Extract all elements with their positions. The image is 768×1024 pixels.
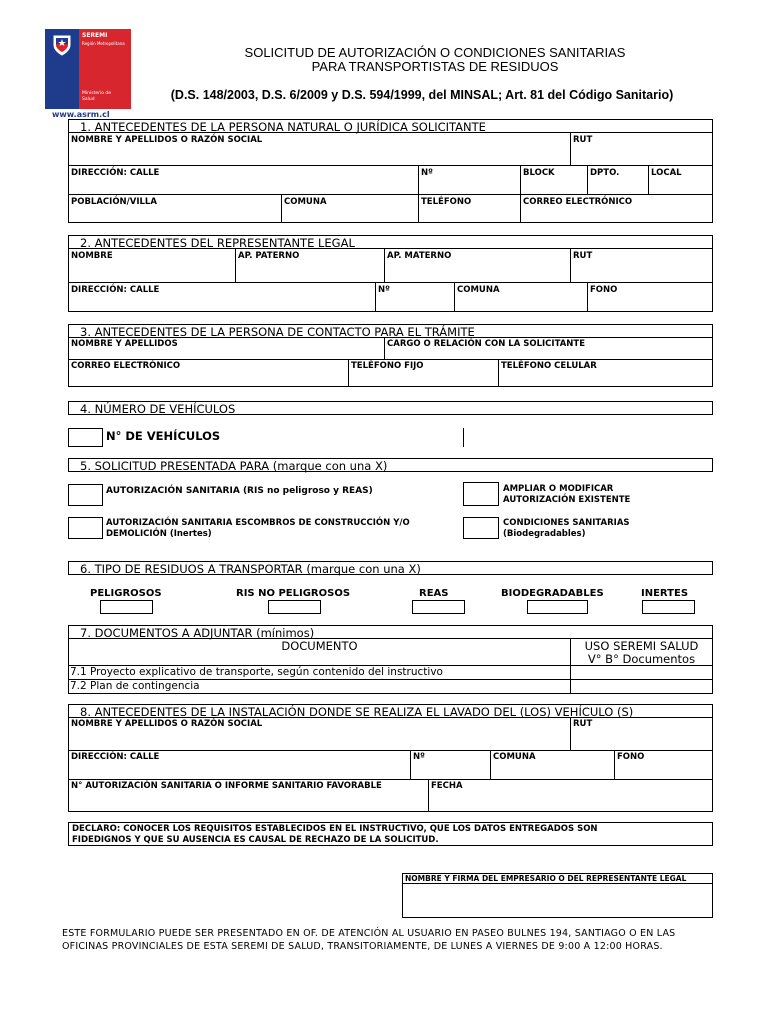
s1-nombre-label: NOMBRE Y APELLIDOS O RAZÓN SOCIAL bbox=[71, 135, 263, 145]
s2-direccion-label: DIRECCIÓN: CALLE bbox=[71, 285, 160, 295]
seremi-logo bbox=[45, 29, 131, 109]
s5-opt4-label-line1: CONDICIONES SANITARIAS bbox=[503, 518, 630, 528]
form-title-line2: PARA TRANSPORTISTAS DE RESIDUOS bbox=[311, 59, 559, 74]
declaration-line2: FIDEDIGNOS Y QUE SU AUSENCIA ES CAUSAL DE RECHAZO DE LA SOLICITUD. bbox=[72, 835, 439, 845]
s3-correo-label: CORREO ELECTRÓNICO bbox=[71, 361, 181, 371]
s2-paterno-label: AP. PATERNO bbox=[238, 251, 300, 261]
s2-fono-label: FONO bbox=[590, 285, 618, 295]
s1-local-field[interactable] bbox=[648, 165, 713, 195]
s2-fono-field[interactable] bbox=[587, 282, 713, 312]
s8-autorizacion-label: N° AUTORIZACIÓN SANITARIA O INFORME SANITARIO FAVORABLE bbox=[71, 781, 382, 791]
declaration-line1: DECLARO: CONOCER LOS REQUISITOS ESTABLECIDOS EN EL INSTRUCTIVO, QUE LOS DATOS ENTREGADOS SON bbox=[72, 824, 598, 834]
s1-comuna-field[interactable] bbox=[281, 194, 419, 223]
s3-nombre-label: NOMBRE Y APELLIDOS bbox=[71, 339, 178, 349]
logo-org: SEREMI bbox=[82, 32, 108, 39]
s8-nombre-field[interactable] bbox=[68, 717, 571, 751]
signature-label: NOMBRE Y FIRMA DEL EMPRESARIO O DEL REPRESENTANTE LEGAL bbox=[405, 874, 687, 883]
s1-dpto-label: DPTO. bbox=[590, 168, 620, 178]
s1-numero-field[interactable] bbox=[418, 165, 521, 195]
s7-uso-column-header bbox=[570, 638, 713, 666]
vehicle-count-box[interactable] bbox=[68, 428, 103, 447]
footer-line2: OFICINAS PROVINCIALES DE ESTA SEREMI DE SALUD, TRANSITORIAMENTE, DE LUNES A VIERNES DE 9:00 A 12:00 HORAS. bbox=[62, 941, 663, 952]
s8-fono-label: FONO bbox=[617, 752, 645, 762]
vehicle-count-label: N° DE VEHÍCULOS bbox=[106, 429, 221, 443]
s3-celular-label: TELÉFONO CELULAR bbox=[501, 361, 597, 371]
waste-type-ris-label: RIS NO PELIGROSOS bbox=[236, 588, 351, 599]
s1-local-label: LOCAL bbox=[651, 168, 682, 178]
s1-rut-field[interactable] bbox=[570, 132, 713, 166]
s3-correo-field[interactable] bbox=[68, 359, 349, 387]
form-title-line1: SOLICITUD DE AUTORIZACIÓN O CONDICIONES SANITARIAS bbox=[244, 45, 626, 60]
logo-url-link[interactable]: www.asrm.cl bbox=[52, 110, 110, 119]
s7-uso-line1: USO SEREMI SALUD bbox=[584, 639, 699, 653]
section3-title: 3. ANTECEDENTES DE LA PERSONA DE CONTACTO PARA EL TRÁMITE bbox=[80, 325, 475, 339]
s8-comuna-field[interactable] bbox=[490, 750, 615, 780]
s1-direccion-field[interactable] bbox=[68, 165, 419, 195]
s5-opt3-checkbox[interactable] bbox=[68, 517, 103, 539]
s1-telefono-field[interactable] bbox=[418, 194, 521, 223]
table-row bbox=[68, 679, 571, 694]
waste-type-peligrosos-label: PELIGROSOS bbox=[90, 588, 162, 599]
s1-rut-label: RUT bbox=[573, 135, 593, 145]
logo-ministry: Ministerio de Salud bbox=[82, 91, 112, 102]
s5-opt2-checkbox[interactable] bbox=[463, 482, 499, 506]
waste-type-peligrosos-checkbox[interactable] bbox=[100, 600, 153, 614]
s2-nombre-field[interactable] bbox=[68, 248, 236, 283]
s5-opt3-label-line2: DEMOLICIÓN (Inertes) bbox=[106, 529, 212, 539]
s7-row1-check[interactable] bbox=[570, 665, 713, 680]
s2-materno-field[interactable] bbox=[384, 248, 571, 283]
s2-direccion-field[interactable] bbox=[68, 282, 376, 312]
signature-field[interactable] bbox=[402, 873, 713, 918]
waste-type-inertes-label: INERTES bbox=[641, 588, 689, 599]
s8-fecha-field[interactable] bbox=[428, 779, 713, 812]
waste-type-biodegradables-label: BIODEGRADABLES bbox=[501, 588, 604, 599]
s1-telefono-label: TELÉFONO bbox=[421, 197, 472, 207]
s1-poblacion-label: POBLACIÓN/VILLA bbox=[71, 197, 157, 207]
decree-reference: (D.S. 148/2003, D.S. 6/2009 y D.S. 594/1999, del MINSAL; Art. 81 del Código Sanitario) bbox=[170, 88, 674, 102]
s8-comuna-label: COMUNA bbox=[493, 752, 536, 762]
waste-type-biodegradables-checkbox[interactable] bbox=[527, 600, 588, 614]
s7-row2-check[interactable] bbox=[570, 679, 713, 694]
s3-cargo-field[interactable] bbox=[384, 337, 713, 360]
vehicle-count-divider bbox=[463, 428, 464, 447]
s8-direccion-field[interactable] bbox=[68, 750, 411, 780]
s8-autorizacion-field[interactable] bbox=[68, 779, 429, 812]
s5-opt1-label: AUTORIZACIÓN SANITARIA (RIS no peligroso y REAS) bbox=[106, 486, 373, 496]
s8-numero-label: Nº bbox=[413, 752, 425, 762]
s2-comuna-label: COMUNA bbox=[457, 285, 500, 295]
waste-type-reas-label: REAS bbox=[419, 588, 449, 599]
s2-rut-field[interactable] bbox=[570, 248, 713, 283]
s2-rut-label: RUT bbox=[573, 251, 593, 261]
s3-celular-field[interactable] bbox=[498, 359, 713, 387]
s2-paterno-field[interactable] bbox=[235, 248, 385, 283]
section8-title: 8. ANTECEDENTES DE LA INSTALACIÓN DONDE SE REALIZA EL LAVADO DEL (LOS) VEHÍCULO (S) bbox=[80, 705, 634, 719]
s5-opt3-label-line1: AUTORIZACIÓN SANITARIA ESCOMBROS DE CONSTRUCCIÓN Y/O bbox=[106, 518, 410, 528]
s2-comuna-field[interactable] bbox=[454, 282, 588, 312]
s3-cargo-label: CARGO O RELACIÓN CON LA SOLICITANTE bbox=[387, 339, 586, 349]
section8-header bbox=[68, 704, 713, 718]
section3-header bbox=[68, 324, 713, 338]
waste-type-reas-checkbox[interactable] bbox=[412, 600, 465, 614]
s3-fijo-label: TELÉFONO FIJO bbox=[351, 361, 424, 371]
s7-row1-text: 7.1 Proyecto explicativo de transporte, según contenido del instructivo bbox=[70, 666, 443, 678]
logo-region: Región Metropolitana bbox=[82, 41, 125, 46]
section4-title: 4. NÚMERO DE VEHÍCULOS bbox=[80, 402, 236, 416]
s1-numero-label: Nº bbox=[421, 168, 433, 178]
section2-header bbox=[68, 235, 713, 249]
s1-correo-field[interactable] bbox=[520, 194, 713, 223]
s1-direccion-label: DIRECCIÓN: CALLE bbox=[71, 168, 160, 178]
table-row bbox=[68, 665, 571, 680]
section1-header bbox=[68, 119, 713, 133]
section5-header bbox=[68, 458, 713, 472]
waste-type-inertes-checkbox[interactable] bbox=[642, 600, 695, 614]
s1-block-field[interactable] bbox=[520, 165, 588, 195]
s5-opt1-checkbox[interactable] bbox=[68, 484, 103, 506]
s8-rut-label: RUT bbox=[573, 719, 593, 729]
s1-nombre-field[interactable] bbox=[68, 132, 571, 166]
declaration-box bbox=[68, 822, 713, 846]
s7-uso-line2: V° B° Documentos bbox=[587, 652, 696, 666]
s8-fecha-label: FECHA bbox=[431, 781, 463, 791]
s2-nombre-label: NOMBRE bbox=[71, 251, 113, 261]
signature-label-bar bbox=[403, 874, 712, 884]
s5-opt2-label-line1: AMPLIAR O MODIFICAR bbox=[503, 484, 614, 494]
s2-numero-label: Nº bbox=[378, 285, 390, 295]
s1-block-label: BLOCK bbox=[523, 168, 555, 178]
s7-doc-column-header bbox=[68, 638, 571, 666]
s5-opt4-label-line2: (Biodegradables) bbox=[503, 529, 586, 539]
coat-of-arms-icon bbox=[52, 34, 72, 56]
s5-opt2-label-line2: AUTORIZACIÓN EXISTENTE bbox=[503, 495, 631, 505]
s1-comuna-label: COMUNA bbox=[284, 197, 327, 207]
waste-type-ris-checkbox[interactable] bbox=[268, 600, 321, 614]
section7-header bbox=[68, 625, 713, 639]
s3-fijo-field[interactable] bbox=[348, 359, 499, 387]
s5-opt4-checkbox[interactable] bbox=[463, 517, 499, 539]
section4-header bbox=[68, 401, 713, 415]
section6-title: 6. TIPO DE RESIDUOS A TRANSPORTAR (marque con una X) bbox=[80, 562, 421, 576]
s1-correo-label: CORREO ELECTRÓNICO bbox=[523, 197, 633, 207]
s7-row2-text: 7.2 Plan de contingencia bbox=[70, 680, 200, 692]
footer-line1: ESTE FORMULARIO PUEDE SER PRESENTADO EN OF. DE ATENCIÓN AL USUARIO EN PASEO BULNES 194, SANTIAGO O EN LAS bbox=[62, 928, 676, 939]
s1-poblacion-field[interactable] bbox=[68, 194, 282, 223]
s8-direccion-label: DIRECCIÓN: CALLE bbox=[71, 752, 160, 762]
s2-materno-label: AP. MATERNO bbox=[387, 251, 452, 261]
section7-title: 7. DOCUMENTOS A ADJUNTAR (mínimos) bbox=[80, 626, 315, 640]
s8-numero-field[interactable] bbox=[410, 750, 491, 780]
s3-nombre-field[interactable] bbox=[68, 337, 385, 360]
section2-title: 2. ANTECEDENTES DEL REPRESENTANTE LEGAL bbox=[80, 236, 355, 250]
section6-header bbox=[68, 561, 713, 575]
s8-fono-field[interactable] bbox=[614, 750, 713, 780]
section5-title: 5. SOLICITUD PRESENTADA PARA (marque con una X) bbox=[80, 459, 388, 473]
s8-nombre-label: NOMBRE Y APELLIDOS O RAZÓN SOCIAL bbox=[71, 719, 263, 729]
section1-title: 1. ANTECEDENTES DE LA PERSONA NATURAL O JURÍDICA SOLICITANTE bbox=[80, 120, 486, 134]
s1-dpto-field[interactable] bbox=[587, 165, 649, 195]
s2-numero-field[interactable] bbox=[375, 282, 455, 312]
s7-doc-column-title: DOCUMENTO bbox=[281, 639, 358, 653]
s8-rut-field[interactable] bbox=[570, 717, 713, 751]
